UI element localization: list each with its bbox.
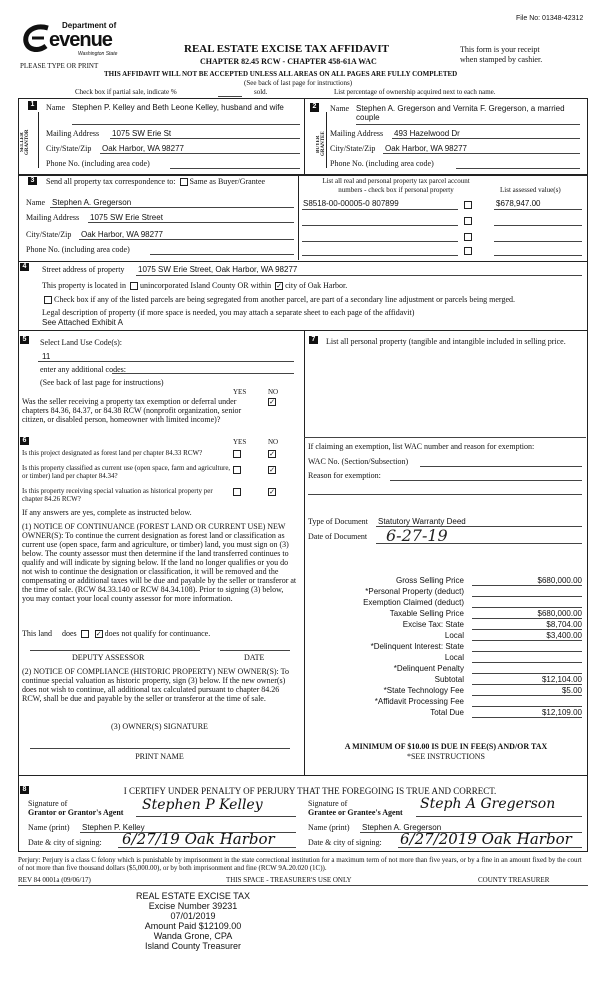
certification: I CERTIFY UNDER PENALTY OF PERJURY THAT THE FOREGOING IS TRUE AND CORRECT.	[123, 786, 497, 796]
yes-header: YES	[233, 438, 247, 446]
tax-row-label: *Delinquent Interest: State	[370, 642, 464, 651]
sec3-name: Stephen A. Gregerson	[52, 198, 132, 207]
partial-sale-text: Check box if partial sale, indicate %	[75, 88, 177, 96]
this-land-label: This land	[22, 629, 52, 638]
seller-mail-label: Mailing Address	[46, 129, 100, 138]
parcel-header-1: List all real and personal property tax parcel account	[322, 177, 470, 185]
stamp-line: Island County Treasurer	[144, 941, 242, 951]
tax-row	[308, 609, 584, 620]
perjury-notice: Perjury: Perjury is a class C felony which is punishable by imprisonment in the state correctional institution for a maximum term of not more than five years, or by a fine in an amount fixed by the court of not more than five thousand dollars ($5,000.00), or by both imprisonment and fine (RCW 9A.20.020 (1C)).	[18, 856, 582, 872]
legal-description-label: Legal description of property (if more space is needed, you may attach a separate sheet to each page of the affidavit)	[42, 308, 415, 317]
exemption-question: Was the seller receiving a property tax exemption or deferral under chapters 84.36, 84.37, or 84.38 RCW (nonprofit organization, senior citizen, or disabled person, homeowner with limited income)?	[22, 397, 242, 424]
tax-row-value: $680,000.00	[472, 609, 582, 619]
tax-row	[308, 598, 584, 609]
buyer-mail-label: Mailing Address	[330, 129, 384, 138]
tax-row-value	[472, 653, 582, 663]
section-5-number: 5	[20, 336, 29, 344]
personal-property-checkbox[interactable]	[464, 201, 472, 209]
minimum-due-note: A MINIMUM OF $10.00 IS DUE IN FEE(S) AND/OR TAX	[344, 742, 548, 751]
buyer-phone-label: Phone No. (including area code)	[330, 159, 434, 168]
segregated-line	[42, 295, 515, 304]
wac-label: WAC No. (Section/Subsection)	[308, 457, 409, 466]
section-1-number: 1	[28, 101, 37, 110]
grantee-signature: Steph A Gregerson	[420, 796, 556, 812]
section-6-number: 6	[20, 437, 29, 445]
tax-row-label: Local	[444, 653, 464, 662]
section-2-number: 2	[310, 103, 319, 112]
yes-header: YES	[233, 388, 247, 396]
stamp-line: Wanda Grone, CPA	[153, 931, 233, 941]
doc-date: 6-27-19	[386, 526, 448, 545]
same-as-buyer-label: Same as Buyer/Grantee	[189, 177, 266, 186]
land-use-code: 11	[42, 352, 51, 361]
same-as-buyer-checkbox[interactable]	[180, 178, 188, 186]
exemption-claim-label: If claiming an exemption, list WAC number and reason for exemption:	[308, 442, 535, 451]
section-7-number: 7	[309, 336, 318, 344]
tax-row-label: *Delinquent Penalty	[393, 664, 464, 673]
section-3-number: 3	[28, 177, 37, 185]
no-header: NO	[268, 388, 279, 396]
tax-row-value	[472, 587, 582, 597]
please-type: PLEASE TYPE OR PRINT	[20, 62, 99, 70]
if-yes-instructions: If any answers are yes, complete as instructed below.	[22, 508, 192, 517]
see-instructions-note: *SEE INSTRUCTIONS	[406, 752, 485, 761]
print-name-label: PRINT NAME	[135, 752, 184, 761]
tax-table	[308, 576, 584, 719]
street-address-label: Street address of property	[42, 265, 125, 274]
seller-name-label: Name	[46, 103, 66, 112]
doc-type-label: Type of Document	[308, 517, 368, 526]
seller-mail: 1075 SW Erie St	[112, 129, 172, 138]
grantor-agent-label: Grantor or Grantor's Agent	[28, 808, 124, 817]
buyer-mail: 493 Hazelwood Dr	[394, 129, 460, 138]
treasurer-stamp	[128, 891, 258, 951]
parcel-number: S8518-00-00005-0 807899	[303, 199, 399, 208]
buyer-name-label: Name	[330, 104, 350, 113]
partial-sale-label	[75, 88, 177, 96]
personal-property-checkbox[interactable]	[464, 233, 472, 241]
grantor-date-city: 6/27/19 Oak Harbor	[122, 830, 275, 848]
form-title: REAL ESTATE EXCISE TAX AFFIDAVIT	[184, 43, 389, 55]
sec3-city-label: City/State/Zip	[26, 230, 72, 239]
logo-subtitle: Washington State	[78, 51, 118, 57]
receipt-line-1: This form is your receipt	[460, 45, 540, 54]
assessed-value: $678,947.00	[496, 199, 541, 208]
seller-grantor-label: SELLER GRANTOR	[20, 129, 30, 155]
seller-name: Stephen P. Kelley and Beth Leone Kelley, husband and wife	[72, 103, 284, 112]
tax-row-value: $8,704.00	[472, 620, 582, 630]
forest-yes-checkbox[interactable]	[233, 450, 241, 458]
county-treasurer-label: COUNTY TREASURER	[478, 876, 550, 884]
tax-row	[308, 620, 584, 631]
reason-label: Reason for exemption:	[308, 471, 381, 480]
tax-row-value: $680,000.00	[472, 576, 582, 586]
sec3-mail-label: Mailing Address	[26, 213, 80, 222]
grantor-printed-name: Stephen P. Kelley	[82, 823, 145, 832]
additional-codes-label: enter any additional codes:	[40, 365, 126, 374]
does-not-label: does not qualify for continuance.	[104, 629, 211, 638]
segregated-checkbox[interactable]	[44, 296, 52, 304]
seller-city: Oak Harbor, WA 98277	[102, 144, 184, 153]
grantor-signature: Stephen P Kelley	[142, 797, 263, 813]
file-number: File No: 01348-42312	[516, 15, 584, 22]
tax-row-value: $12,109.00	[472, 708, 582, 718]
tax-row-label: Gross Selling Price	[395, 576, 464, 585]
forest-no-checkbox[interactable]: ✓	[269, 450, 275, 458]
located-label: This property is located in	[42, 281, 126, 290]
treasurer-space: THIS SPACE - TREASURER'S USE ONLY	[226, 876, 352, 884]
land-use-label: Select Land Use Code(s):	[40, 338, 122, 347]
tax-row-value	[472, 598, 582, 608]
ownership-percent-note: List percentage of ownership acquired next to each name.	[334, 88, 496, 96]
tax-row	[308, 587, 584, 598]
tax-row	[308, 642, 584, 653]
grantee-date-city: 6/27/2019 Oak Harbor	[400, 830, 572, 848]
tax-row	[308, 653, 584, 664]
tax-row-label: Exemption Claimed (deduct)	[363, 598, 464, 607]
notice-of-continuance: (1) NOTICE OF CONTINUANCE (FOREST LAND OR CURRENT USE) NEW OWNER(S): To continue the current designation as forest land or classification as current use (open space, farm and agriculture, or timber) land, you must sign on (3) below. The county assessor must then determine if the land transferred continues to qualify and will indicate by signing below. If the land no longer qualifies or you do not wish to continue the designation or classification, it will be removed and the compensating or additional taxes will be due and payable by the seller or transferor at the time of sale. (RCW 84.33.140 or RCW 84.34.108). Prior to signing (3) below, you may contact your local county assessor for more information.	[22, 522, 297, 603]
tax-row	[308, 664, 584, 675]
tax-row-label: *Personal Property (deduct)	[365, 587, 464, 596]
street-address: 1075 SW Erie Street, Oak Harbor, WA 98277	[138, 265, 298, 274]
does-label: does	[62, 629, 77, 638]
grantor-date-label: Date & city of signing:	[28, 838, 102, 847]
seller-city-label: City/State/Zip	[46, 144, 92, 153]
tax-row-label: Taxable Selling Price	[389, 609, 464, 618]
personal-property-label: List all personal property (tangible and intangible included in selling price.	[326, 337, 566, 346]
continuance-line	[22, 629, 210, 638]
grantee-signature-of: Signature of	[308, 799, 348, 808]
personal-property-checkbox[interactable]	[464, 247, 472, 255]
current-use-question: Is this property classified as current use (open space, farm and agriculture, or timber) land per chapter 84.34?	[22, 464, 231, 480]
grantee-printed-name: Stephen A. Gregerson	[362, 823, 442, 832]
seller-phone-label: Phone No. (including area code)	[46, 159, 150, 168]
buyer-city-label: City/State/Zip	[330, 144, 376, 153]
historic-no-checkbox[interactable]: ✓	[269, 488, 275, 496]
sec3-mail: 1075 SW Erie Street	[90, 213, 163, 222]
tax-row	[308, 697, 584, 708]
land-use-see-back: (See back of last page for instructions)	[40, 378, 164, 387]
grantee-name-label: Name (print)	[308, 823, 350, 832]
notice-of-compliance: (2) NOTICE OF COMPLIANCE (HISTORIC PROPERTY) NEW OWNER(S): To continue special valuation as historic property, sign (3) below. If the new owner(s) does not wish to continue, all additional tax calculated pursuant to chapter 84.26 RCW, shall be due and payable by the seller or transferor at the time of sale.	[22, 667, 289, 703]
tax-row-label: *State Technology Fee	[383, 686, 464, 695]
tax-row	[308, 576, 584, 587]
stamp-line: 07/01/2019	[170, 911, 216, 921]
partial-sold: sold.	[254, 88, 268, 96]
tax-row-value	[472, 697, 582, 707]
sec3-name-label: Name	[26, 198, 46, 207]
segregated-label: Check box if any of the listed parcels are being segregated from another parcel, are part of a secondary line adjustment or parcels being merged.	[54, 295, 515, 304]
sec3-phone-label: Phone No. (including area code)	[26, 245, 130, 254]
tax-row-label: Local	[444, 631, 464, 640]
grantor-name-label: Name (print)	[28, 823, 70, 832]
logo-department: Department of	[62, 21, 117, 30]
stamp-line: Excise Number 39231	[148, 901, 238, 911]
grantor-signature-of: Signature of	[28, 799, 68, 808]
current-use-no-checkbox[interactable]: ✓	[269, 466, 275, 474]
tax-row	[308, 631, 584, 642]
location-line	[42, 281, 347, 290]
section-8-number: 8	[20, 786, 29, 794]
tax-row-label: *Affidavit Processing Fee	[374, 697, 464, 706]
receipt-line-2: when stamped by cashier.	[460, 55, 543, 64]
exemption-no-checkbox[interactable]: ✓	[269, 398, 275, 406]
historic-question: Is this property receiving special valuation as historical property per chapter 84.26 RCW?	[22, 487, 213, 503]
revenue-swoosh-icon	[22, 24, 52, 52]
owner-signature-label: (3) OWNER(S) SIGNATURE	[111, 722, 208, 731]
buyer-city: Oak Harbor, WA 98277	[385, 144, 467, 153]
revenue-logo	[22, 20, 132, 62]
warning-text: THIS AFFIDAVIT WILL NOT BE ACCEPTED UNLESS ALL AREAS ON ALL PAGES ARE FULLY COMPLETED	[104, 70, 458, 78]
city-of-label: city of Oak Harbor.	[285, 281, 348, 290]
send-correspondence-label: Send all property tax correspondence to:	[46, 177, 176, 186]
city-checkbox-checked[interactable]: ✓	[276, 282, 283, 291]
historic-yes-checkbox[interactable]	[233, 488, 241, 496]
doc-date-label: Date of Document	[308, 532, 368, 541]
revision-code: REV 84 0001a (09/06/17)	[18, 876, 91, 884]
form-chapter: CHAPTER 82.45 RCW - CHAPTER 458-61A WAC	[200, 57, 377, 66]
no-header: NO	[268, 438, 279, 446]
tax-row-value	[472, 664, 582, 674]
current-use-yes-checkbox[interactable]	[233, 466, 241, 474]
stamp-line: Amount Paid $12109.00	[144, 921, 242, 931]
tax-row-value: $5.00	[472, 686, 582, 696]
doc-type: Statutory Warranty Deed	[378, 517, 466, 526]
grantee-agent-label: Grantee or Grantee's Agent	[308, 808, 403, 817]
tax-row-label: Total Due	[430, 708, 464, 717]
logo-word: evenue	[49, 29, 112, 51]
grantee-date-label: Date & city of signing:	[308, 838, 382, 847]
date-label: DATE	[244, 653, 265, 662]
unincorporated-checkbox[interactable]	[130, 282, 138, 290]
stamp-line: REAL ESTATE EXCISE TAX	[135, 891, 251, 901]
deputy-assessor-label: DEPUTY ASSESSOR	[72, 653, 145, 662]
see-back-instructions: (See back of last page for instructions)	[244, 79, 353, 87]
buyer-name: Stephen A. Gregerson and Vernita F. Gregerson, a married couple	[356, 104, 565, 122]
does-not-checkbox-checked[interactable]: ✓	[95, 630, 102, 639]
send-correspondence	[46, 177, 265, 186]
tax-row	[308, 686, 584, 697]
sec3-city: Oak Harbor, WA 98277	[81, 230, 163, 239]
buyer-grantee-label: BUYER GRANTEE	[316, 131, 326, 157]
unincorporated-label: unincorporated Island County OR within	[139, 281, 272, 290]
assessed-header: List assessed value(s)	[500, 186, 561, 194]
tax-row-label: Excise Tax: State	[402, 620, 464, 629]
tax-row-value: $3,400.00	[472, 631, 582, 641]
forest-question: Is this project designated as forest land per chapter 84.33 RCW?	[22, 449, 203, 457]
tax-row	[308, 675, 584, 686]
tax-row-label: Subtotal	[434, 675, 464, 684]
parcel-header-2: numbers - check box if personal property	[338, 186, 454, 194]
tax-row	[308, 708, 584, 719]
tax-row-value	[472, 642, 582, 652]
personal-property-checkbox[interactable]	[464, 217, 472, 225]
does-checkbox[interactable]	[81, 630, 89, 638]
tax-row-value: $12,104.00	[472, 675, 582, 685]
section-4-number: 4	[20, 263, 29, 271]
legal-description: See Attached Exhibit A	[42, 318, 123, 327]
